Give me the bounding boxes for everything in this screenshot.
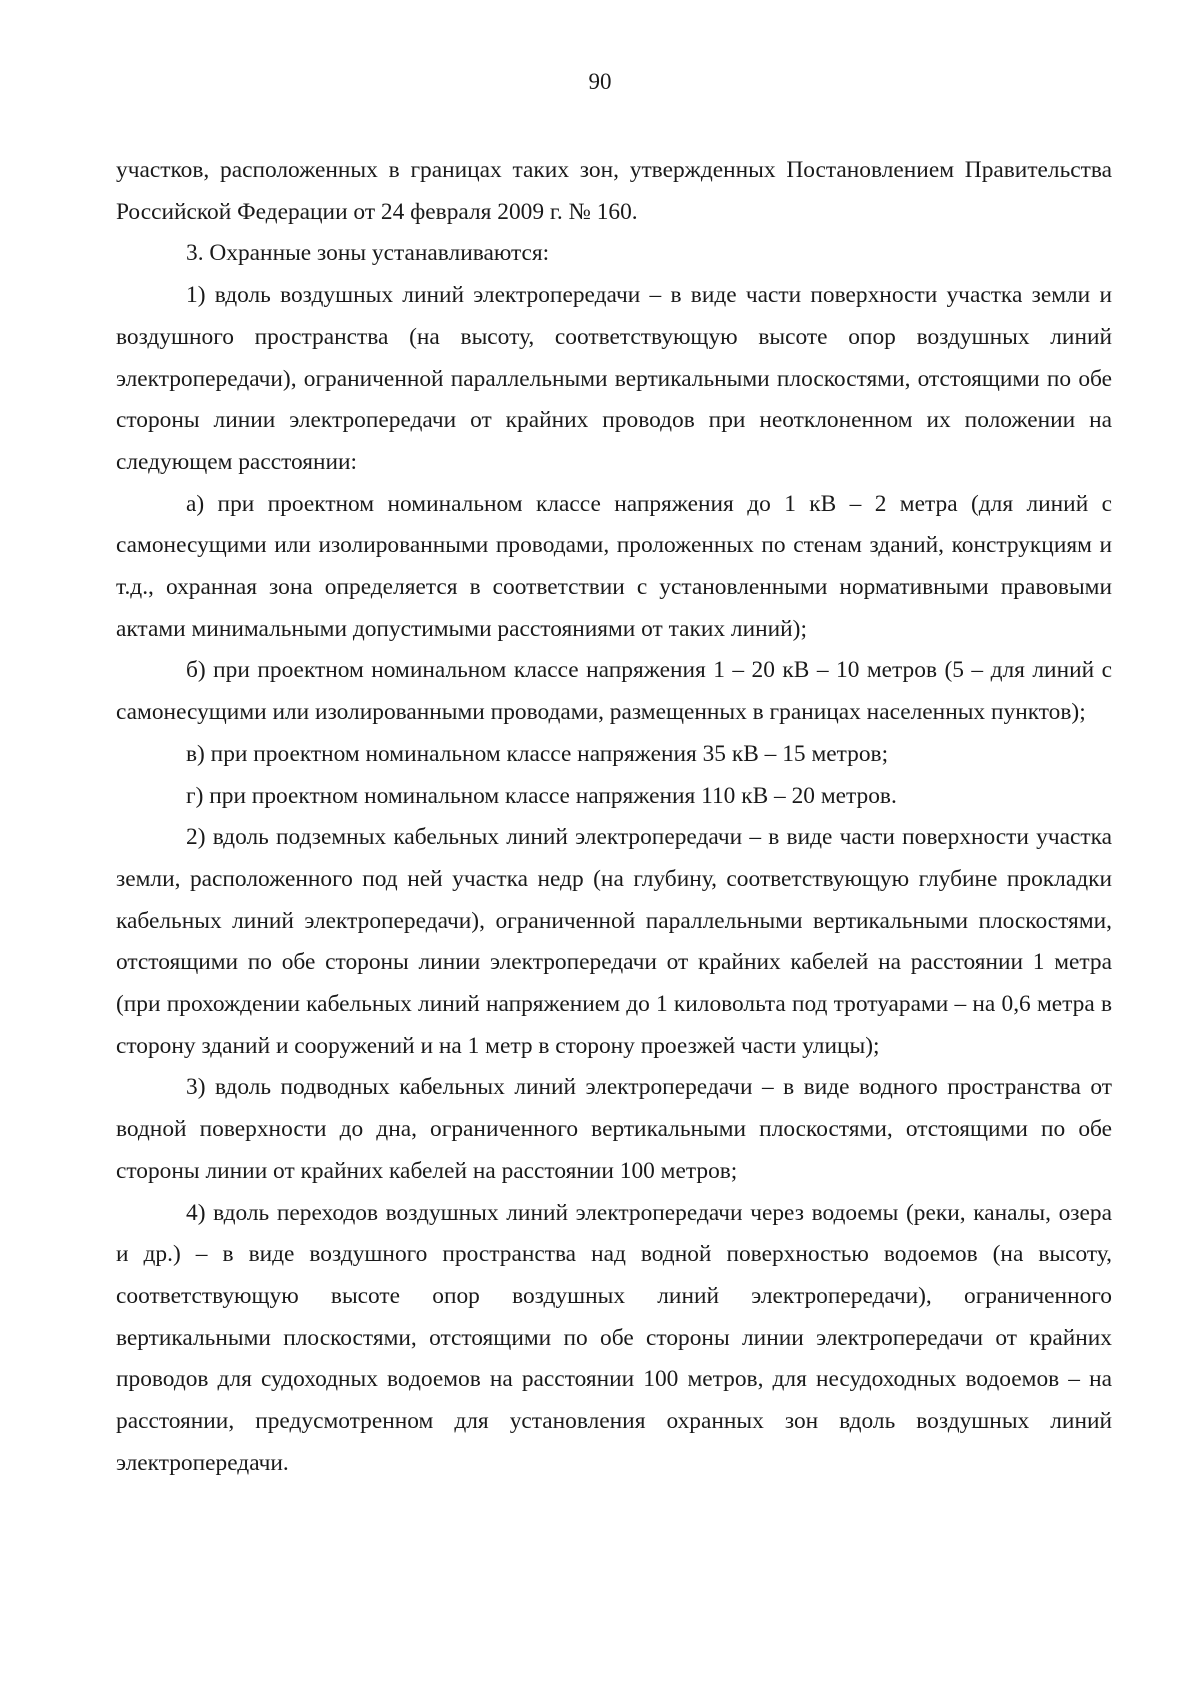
page-number: 90 xyxy=(588,69,612,94)
paragraph-subitem-4: 4) вдоль переходов воздушных линий электропередачи через водоемы (реки, каналы, озера и др.) – в виде воздушного пространства над водной поверхностью водоемов (на высоту, соответствующую высоте опор воздушных линий электропередачи), ограниченного вертикальными плоскостями, отстоящими по обе стороны линии электропередачи от крайних проводов для судоходных водоемов на расстоянии 100 метров, для несудоходных водоемов – на расстоянии, предусмотренном для установления охранных зон вдоль воздушных линий электропередачи. xyxy=(116,1199,1112,1476)
paragraph-subitem-2: 2) вдоль подземных кабельных линий электропередачи – в виде части поверхности участка земли, расположенного под ней участка недр (на глубину, соответствующую глубине прокладки кабельных линий электропередачи), ограниченной параллельными вертикальными плоскостями, отстоящими по обе стороны линии электропередачи от крайних кабелей на расстоянии 1 метра (при прохождении кабельных линий напряжением до 1 киловольта под тротуарами – на 0,6 метра в сторону зданий и сооружений и на 1 метр в сторону проезжей части улицы); xyxy=(116,824,1112,1059)
paragraph-subitem-1: 1) вдоль воздушных линий электропередачи – в виде части поверхности участка земли и воздушного пространства (на высоту, соответствующую высоте опор воздушных линий электропередачи), ограниченной параллельными вертикальными плоскостями, отстоящими по обе стороны линии электропередачи от крайних проводов при неотклоненном их положении на следующем расстоянии: xyxy=(116,282,1112,475)
document-body xyxy=(116,150,1112,1485)
paragraph-subitem-b: б) при проектном номинальном классе напряжения 1 – 20 кВ – 10 метров (5 – для линий с самонесущими или изолированными проводами, размещенных в границах населенных пунктов); xyxy=(116,657,1112,726)
paragraph-continuation: участков, расположенных в границах таких зон, утвержденных Постановлением Правительства Российской Федерации от 24 февраля 2009 г. № 160. xyxy=(116,157,1112,225)
paragraph-subitem-g: г) при проектном номинальном классе напряжения 110 кВ – 20 метров. xyxy=(186,782,897,809)
paragraph-subitem-v: в) при проектном номинальном классе напряжения 35 кВ – 15 метров; xyxy=(186,740,889,767)
paragraph-subitem-3: 3) вдоль подводных кабельных линий электропередачи – в виде водного пространства от водной поверхности до дна, ограниченного вертикальными плоскостями, отстоящими по обе стороны линии от крайних кабелей на расстоянии 100 метров; xyxy=(116,1074,1112,1184)
paragraph-subitem-a: а) при проектном номинальном классе напряжения до 1 кВ – 2 метра (для линий с самонесущими или изолированными проводами, проложенных по стенам зданий, конструкциям и т.д., охранная зона определяется в соответствии с установленными нормативными правовыми актами минимальными допустимыми расстояниями от таких линий); xyxy=(116,490,1112,642)
paragraph-item-3: 3. Охранные зоны устанавливаются: xyxy=(186,240,550,267)
